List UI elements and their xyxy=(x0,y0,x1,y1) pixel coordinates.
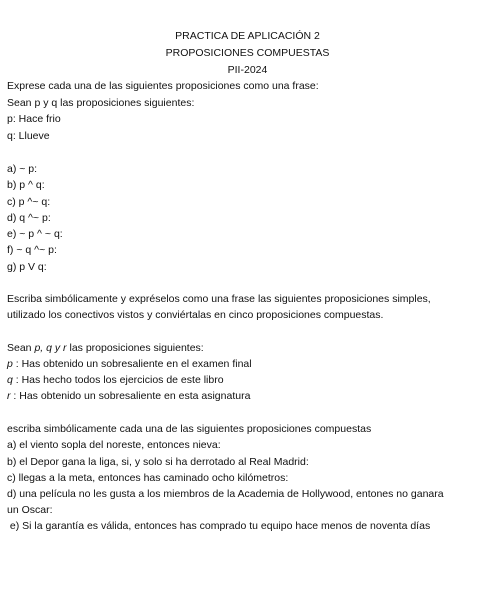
part1-instruction: Exprese cada una de las siguientes proposiciones como una frase: xyxy=(7,80,319,92)
part1-item-d: d) q ^~ p: xyxy=(7,212,51,224)
header-title-line2: PROPOSICIONES COMPUESTAS xyxy=(165,47,330,59)
part2-prop-q-var: q xyxy=(7,374,13,386)
part1-item-c: c) p ^~ q: xyxy=(7,196,51,208)
part2-prop-r xyxy=(7,390,250,403)
part1-item-f: f) ~ q ^~ p: xyxy=(7,244,57,256)
part2-prop-p xyxy=(7,358,252,371)
part3-item-b: b) el Depor gana la liga, si, y solo si ha derrotado al Real Madrid: xyxy=(7,456,309,468)
part2-prop-p-text: : Has obtenido un sobresaliente en el examen final xyxy=(12,358,252,370)
part2-intro-vars: p, q y r xyxy=(34,342,67,354)
part2-instruction-line2: utilizado los conectivos vistos y conviértalas en cinco proposiciones compuestas. xyxy=(7,309,384,321)
part2-instruction-line1: Escriba simbólicamente y expréselos como una frase las siguientes proposiciones simples, xyxy=(7,293,431,305)
part3-item-e: e) Si la garantía es válida, entonces has comprado tu equipo hace menos de noventa días xyxy=(7,520,431,532)
part1-item-b: b) p ^ q: xyxy=(7,179,45,191)
part1-intro: Sean p y q las proposiciones siguientes: xyxy=(7,97,195,109)
proposition-p: p: Hace frio xyxy=(7,113,61,125)
part2-prop-q-text: : Has hecho todos los ejercicios de este libro xyxy=(12,374,224,386)
proposition-q: q: Llueve xyxy=(7,130,50,142)
part2-prop-p-var: p xyxy=(7,358,13,370)
part3-item-a: a) el viento sopla del noreste, entonces nieva: xyxy=(7,439,221,451)
part2-prop-q xyxy=(7,374,224,387)
part2-intro xyxy=(7,342,204,355)
part2-intro-prefix: Sean xyxy=(7,342,35,354)
part1-item-a: a) ~ p: xyxy=(7,163,38,175)
part1-item-g: g) p V q: xyxy=(7,261,47,273)
part3-item-d: d) una película no les gusta a los miembros de la Academia de Hollywood, entones no ganara xyxy=(7,488,444,500)
part2-prop-r-text: : Has obtenido un sobresaliente en esta asignatura xyxy=(10,390,251,402)
part3-item-c: c) llegas a la meta, entonces has caminado ocho kilómetros: xyxy=(7,472,289,484)
part1-item-e: e) ~ p ^ ~ q: xyxy=(7,228,63,240)
part2-intro-suffix: las proposiciones siguientes: xyxy=(66,342,204,354)
part3-item-d-cont: un Oscar: xyxy=(7,504,53,516)
part3-instruction: escriba simbólicamente cada una de las siguientes proposiciones compuestas xyxy=(7,423,372,435)
header-title-line3: PII-2024 xyxy=(227,64,268,76)
header-title-line1: PRACTICA DE APLICACIÓN 2 xyxy=(175,30,320,42)
part2-prop-r-var: r xyxy=(7,390,11,402)
